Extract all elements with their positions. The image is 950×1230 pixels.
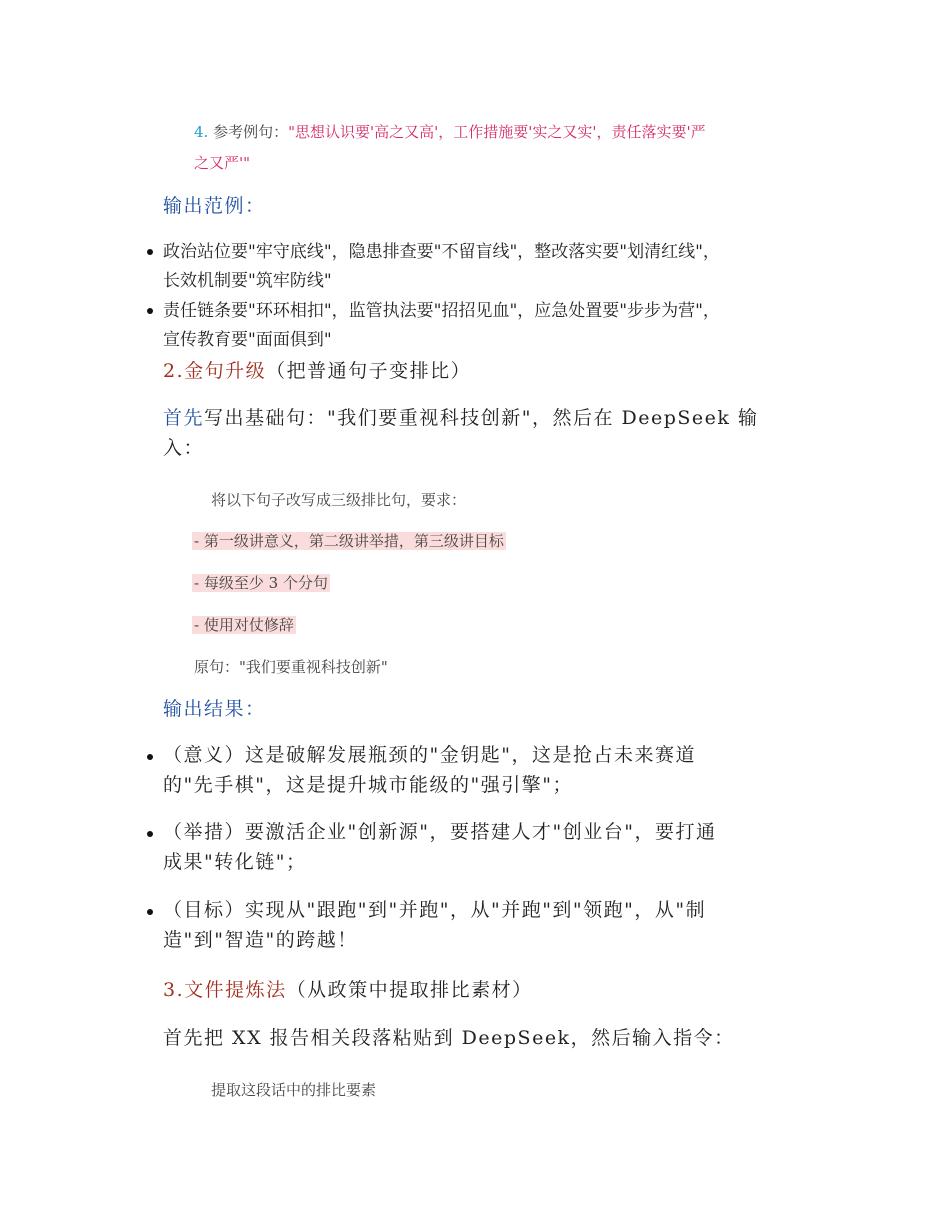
prompt-line-2: [192, 530, 506, 552]
reference-quote-line1: "思想认识要'高之又高'，工作措施要'实之又实'，责任落实要'严: [288, 123, 706, 141]
reference-quote-line2: 之又严'": [194, 154, 251, 172]
result-item-3: [163, 895, 706, 955]
prompt-line-2-text: - 第一级讲意义，第二级讲举措，第三级讲目标: [194, 532, 504, 550]
example-bullet-1-line1: 政治站位要"牢守底线"，隐患排查要"不留盲线"，整改落实要"划清红线"，: [163, 242, 720, 262]
section2-subtitle: （把普通句子变排比）: [266, 360, 472, 382]
section3-title: 3.文件提炼法: [163, 979, 287, 1001]
result-heading: 输出结果：: [163, 698, 266, 720]
bullet-dot: [147, 909, 153, 915]
reference-label: 参考例句：: [208, 123, 289, 141]
result-item-2-line2: 成果"转化链"；: [163, 851, 307, 873]
example-bullet-2-line2: 宣传教育要"面面俱到": [163, 330, 332, 350]
bullet-dot: [147, 249, 153, 255]
reference-number: 4.: [194, 123, 209, 141]
bullet-dot: [147, 308, 153, 314]
prompt-line-1: 将以下句子改写成三级排比句，要求：: [211, 491, 467, 509]
prompt-line-4: [192, 614, 296, 636]
bullet-dot: [147, 754, 153, 760]
example-bullet-1: [163, 238, 720, 296]
prompt-line-3-text: - 每级至少 3 个分句: [194, 574, 328, 592]
example-bullet-1-line2: 长效机制要"筑牢防线": [163, 271, 332, 291]
section2-intro: [163, 403, 803, 463]
reference-line: [194, 117, 794, 147]
section2-intro-first: 首先: [163, 407, 205, 429]
result-item-1-line2: 的"先手棋"，这是提升城市能级的"强引擎"；: [163, 774, 573, 796]
prompt-line-5: 原句："我们要重视科技创新": [194, 658, 388, 676]
section2-intro-line1: 写出基础句："我们要重视科技创新"，然后在 DeepSeek 输: [204, 407, 759, 429]
result-item-3-line2: 造"到"智造"的跨越！: [163, 929, 358, 951]
section3-subtitle: （从政策中提取排比素材）: [286, 979, 533, 1001]
result-item-1-line1: （意义）这是破解发展瓶颈的"金钥匙"，这是抢占未来赛道: [163, 744, 696, 766]
result-item-2: [163, 817, 716, 877]
prompt-line-3: [192, 572, 330, 594]
example-heading: 输出范例：: [163, 195, 266, 217]
section2-intro-line2: 入：: [163, 437, 205, 459]
section2-title: 2.金句升级: [163, 360, 267, 382]
result-item-3-line1: （目标）实现从"跟跑"到"并跑"，从"并跑"到"领跑"，从"制: [163, 899, 707, 921]
result-item-1: [163, 740, 696, 800]
prompt-line-4-text: - 使用对仗修辞: [194, 616, 294, 634]
section3-intro: 首先把 XX 报告相关段落粘贴到 DeepSeek，然后输入指令：: [163, 1027, 735, 1049]
bullet-dot: [147, 831, 153, 837]
section3-heading: [163, 975, 533, 1002]
section3-prompt: 提取这段话中的排比要素: [211, 1081, 377, 1099]
result-item-2-line1: （举措）要激活企业"创新源"，要搭建人才"创业台"，要打通: [163, 821, 717, 843]
example-bullet-2-line1: 责任链条要"环环相扣"，监管执法要"招招见血"，应急处置要"步步为营"，: [163, 301, 720, 321]
section2-heading: [163, 356, 471, 383]
example-bullet-2: [163, 297, 720, 355]
